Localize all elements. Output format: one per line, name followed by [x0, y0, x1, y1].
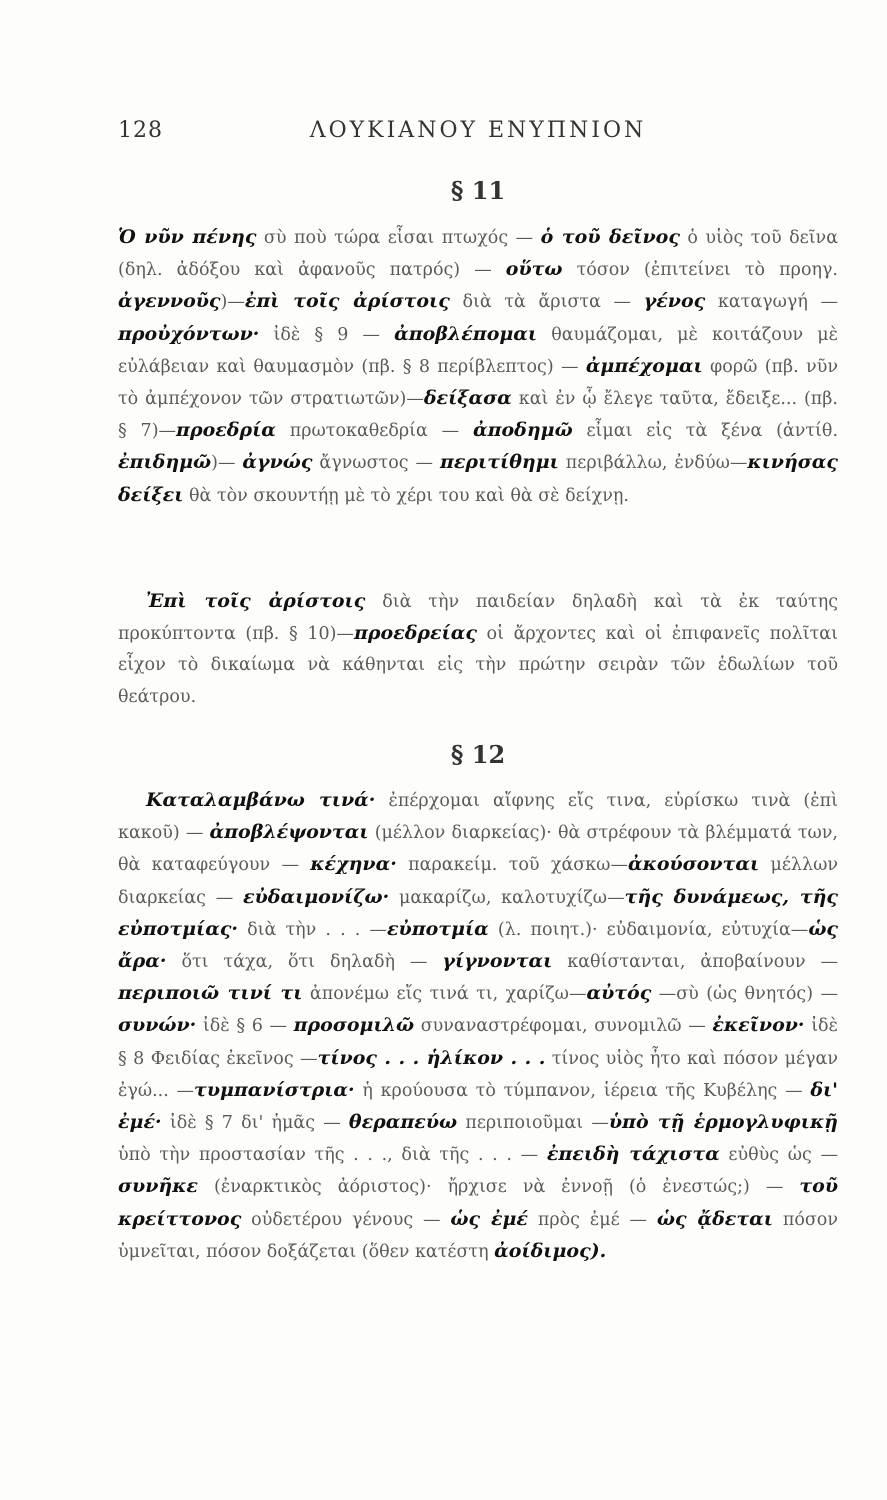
lemma-term: δι' ἐμέ· — [118, 1078, 838, 1134]
gloss-text: πρωτοκαθεδρία — — [275, 421, 473, 442]
paragraph-text — [118, 222, 838, 512]
gloss-text: ὁ υἱὸς τοῦ δεῖνα (δηλ. ἀδόξου καὶ ἀφανοῦς πατρός) — — [118, 228, 839, 281]
running-title: ΛΟΥΚΙΑΝΟΥ ΕΝΥΠΝΙΟΝ — [309, 118, 647, 143]
lemma-term: κέχηνα· — [310, 853, 397, 876]
lemma-term: προσομιλῶ — [293, 1014, 415, 1037]
gloss-text: ἄγνωστος — — [312, 453, 440, 474]
lemma-term: ἐπιδημῶ — [118, 451, 212, 474]
gloss-text: ὑπὸ τὴν προστασίαν τῆς . . ., διὰ τῆς . . . — — [118, 1145, 547, 1166]
lemma-term: ἐπὶ τοῖς ἀρίστοις — [244, 290, 450, 313]
lemma-term: Ὁ νῦν πένης — [118, 226, 257, 248]
gloss-text: ἰδὲ § 7 δι' ἡμᾶς — — [161, 1113, 349, 1134]
lemma-term: τοῦ κρείττονος — [118, 1175, 838, 1230]
lemma-term: περιποιῶ τινί τι — [118, 982, 303, 1005]
lemma-term: ὑπὸ τῇ ἑρμογλυφικῇ — [608, 1111, 838, 1134]
gloss-text: ἰδὲ § 8 Φειδίας ἐκεῖνος — — [118, 1016, 838, 1069]
lemma-term: ὡς ᾄδεται — [656, 1207, 773, 1230]
lemma-term: ἀποβλέπομαι — [394, 322, 538, 345]
lemma-term: θεραπεύω — [348, 1111, 458, 1134]
gloss-text: (μέλλον διαρκείας)· θὰ στρέφουν τὰ βλέμματά των, θὰ καταφεύγουν — — [118, 823, 838, 876]
lemma-term: περιτίθημι — [439, 451, 559, 474]
paragraph — [118, 785, 838, 1268]
gloss-text: οὐδετέρου γένους — — [241, 1209, 451, 1230]
gloss-text: πρὸς ἐμέ — — [527, 1209, 657, 1230]
paragraph — [118, 222, 838, 512]
lemma-term: γίγνονται — [442, 950, 553, 973]
gloss-text: ἐπέρχομαι αἴφνης εἴς τινα, εὑρίσκω τινὰ (ἐπὶ κακοῦ) — — [118, 791, 838, 844]
gloss-text: καταγωγή — — [705, 292, 838, 313]
lemma-term: προεδρία — [176, 419, 276, 442]
gloss-text: διὰ τὰ ἄριστα — — [449, 292, 644, 313]
gloss-text: οἱ ἄρχοντες καὶ οἱ ἐπιφανεῖς πολῖται εἶχον τὸ δικαίωμα νὰ κάθηνται εἰς τὴν πρώτην σειρὰν τῶν ἑδωλίων τοῦ θεάτρου. — [118, 624, 838, 707]
gloss-text: καθίστανται, ἀποβαίνουν — — [552, 952, 838, 973]
gloss-text: μέλλων διαρκείας — — [118, 855, 838, 908]
section-heading: § 11 — [450, 176, 506, 205]
lemma-term: ὁ τοῦ δεῖνος — [540, 226, 680, 248]
lemma-term: γένος — [643, 290, 706, 313]
gloss-text: ὅτι τάχα, ὅτι δηλαδὴ — — [166, 952, 443, 973]
lemma-term: ἀγνώς — [242, 451, 313, 474]
gloss-text: τίνος υἱὸς ἦτο καὶ πόσον μέγαν ἐγώ... — — [118, 1048, 839, 1101]
lemma-term: εὐποτμία — [386, 917, 489, 940]
lemma-term: τίνος . . . ἡλίκον . . . — [317, 1046, 546, 1069]
page-number: 128 — [118, 118, 163, 143]
gloss-text: μακαρίζω, καλοτυχίζω— — [389, 887, 625, 908]
lemma-term: ἀκούσονται — [627, 853, 760, 876]
lemma-term: τυμπανίστρια· — [194, 1078, 355, 1101]
gloss-text: θαυμάζομαι, μὲ κοιτάζουν μὲ εὐλάβειαν καὶ θαυμασμὸν (πβ. § 8 περίβλεπτος) — — [118, 324, 838, 377]
lemma-term: Καταλαμβάνω τινά· — [146, 789, 376, 811]
lemma-term: ὡς ἄρα· — [118, 917, 838, 973]
lemma-term: προεδρείας — [353, 622, 477, 645]
gloss-text: )— — [220, 292, 245, 313]
lemma-term: προὐχόντων· — [118, 322, 260, 345]
lemma-term: ἐπειδὴ τάχιστα — [546, 1143, 720, 1166]
gloss-text: διὰ τὴν παιδείαν δηλαδὴ καὶ τὰ ἐκ ταύτης προκύπτοντα (πβ. § 10)— — [118, 592, 838, 645]
gloss-text: ἀπονέμω εἴς τινά τι, χαρίζω— — [302, 984, 587, 1005]
paragraph — [118, 586, 838, 713]
lemma-term: δείξασα — [423, 387, 512, 410]
lemma-term: οὕτω — [505, 258, 563, 281]
lemma-term: κινήσας δείξει — [118, 451, 838, 506]
lemma-term: ἀοίδιμος). — [494, 1239, 607, 1262]
gloss-text: καὶ ἐν ᾧ ἔλεγε ταῦτα, ἔδειξε... (πβ. § 7)— — [118, 389, 838, 442]
gloss-text: ἡ κρούουσα τὸ τύμπανον, ἱέρεια τῆς Κυβέλης — — [354, 1080, 811, 1101]
lemma-term: Ἐπὶ τοῖς ἀρίστοις — [146, 590, 366, 612]
section-12 — [118, 740, 838, 769]
lemma-term: συνών· — [118, 1014, 197, 1037]
lemma-term: αὐτός — [586, 982, 652, 1005]
paragraph-text — [118, 586, 838, 713]
lemma-term: ἀγεννοῦς — [118, 290, 221, 313]
gloss-text: (λ. ποιητ.)· εὐδαιμονία, εὐτυχία— — [488, 919, 809, 940]
gloss-text: συναναστρέφομαι, συνομιλῶ — — [414, 1016, 713, 1037]
gloss-text: εὐθὺς ὡς — — [719, 1145, 838, 1166]
gloss-text: θὰ τὸν σκουντήῃ μὲ τὸ χέρι του καὶ θὰ σὲ δείχνῃ. — [183, 485, 629, 506]
gloss-text: ἰδὲ § 6 — — [196, 1016, 294, 1037]
gloss-text: ἰδὲ § 9 — — [259, 324, 395, 345]
lemma-term: εὐδαιμονίζω· — [243, 885, 390, 908]
lemma-term: ἀμπέχομαι — [585, 354, 703, 377]
lemma-term: ὡς ἐμέ — [450, 1207, 528, 1230]
page-header — [118, 118, 838, 148]
lemma-term: συνῆκε — [118, 1175, 198, 1198]
gloss-text: σὺ ποὺ τώρα εἶσαι πτωχός — — [256, 228, 541, 248]
section-heading: § 12 — [450, 740, 506, 769]
gloss-text: φορῶ (πβ. νῦν τὸ ἀμπέχονον τῶν στρατιωτῶν)— — [118, 356, 838, 410]
section-11 — [118, 176, 838, 205]
lemma-term: ἀποβλέψονται — [209, 821, 369, 844]
gloss-text: περιβάλλω, ἐνδύω— — [558, 453, 748, 474]
lemma-term: ἐκεῖνον· — [712, 1014, 805, 1037]
lemma-term: τῆς δυνάμεως, τῆς εὐποτμίας· — [118, 885, 838, 940]
gloss-text: πόσον ὑμνεῖται, πόσον δοξάζεται (ὅθεν κατέστη — [118, 1209, 838, 1262]
gloss-text: —σὺ (ὡς θνητός) — — [651, 984, 838, 1005]
gloss-text: τόσον (ἐπιτείνει τὸ προηγ. — [562, 260, 838, 281]
lemma-term: ἀποδημῶ — [472, 419, 573, 442]
gloss-text: εἶμαι εἰς τὰ ξένα (ἀντίθ. — [572, 421, 839, 442]
paragraph-text — [118, 785, 838, 1268]
gloss-text: παρακείμ. τοῦ χάσκω— — [396, 855, 628, 876]
gloss-text: περιποιοῦμαι — — [457, 1113, 609, 1134]
gloss-text: )— — [211, 453, 243, 474]
gloss-text: διὰ τὴν . . . — — [238, 919, 387, 940]
gloss-text: (ἐναρκτικὸς ἀόριστος)· ἤρχισε νὰ ἐννοῇ (ὁ ἐνεστώς;) — — [197, 1177, 800, 1198]
